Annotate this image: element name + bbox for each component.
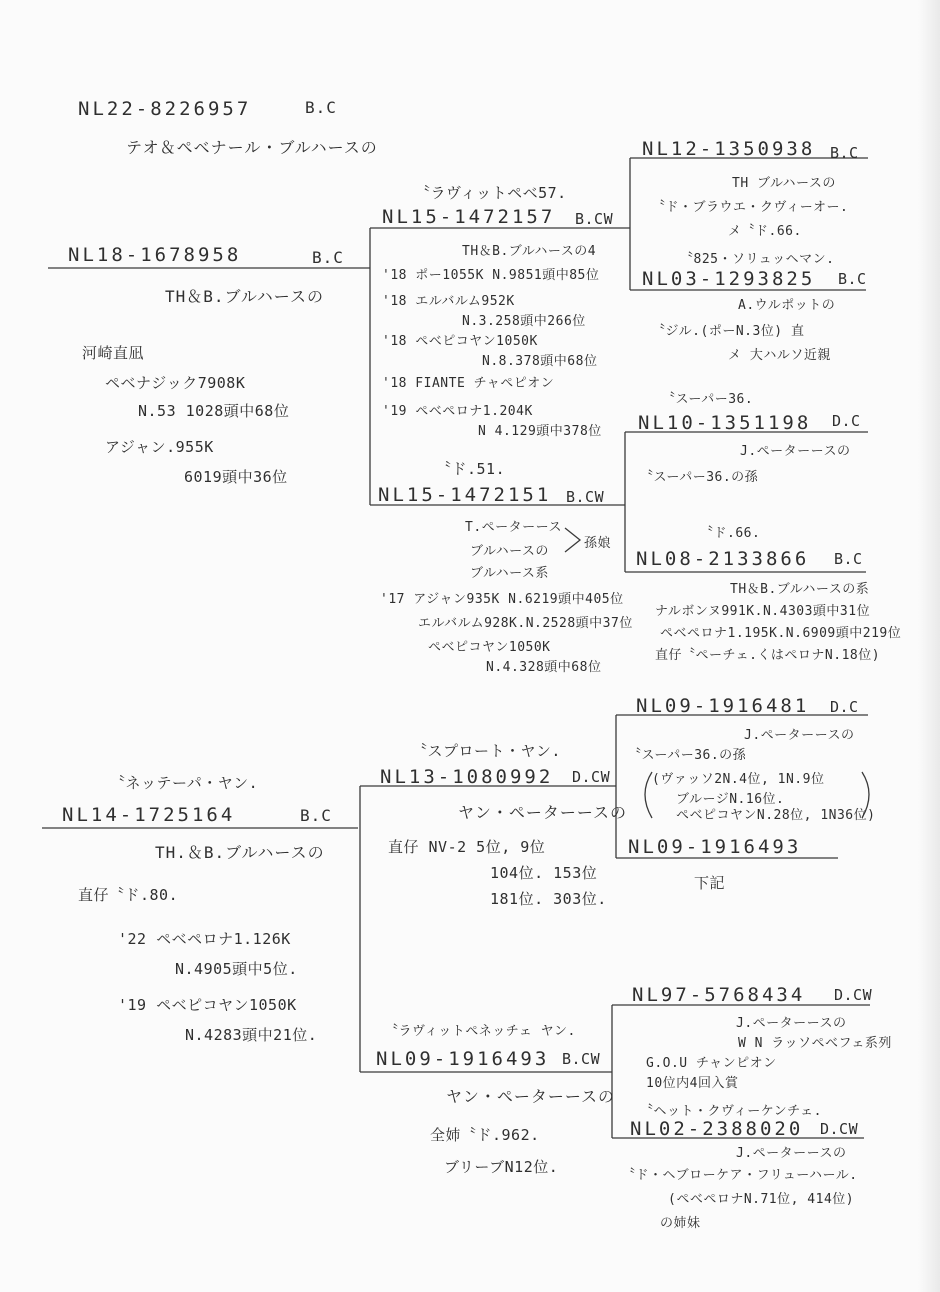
bottom-sire-sex: D.CW xyxy=(572,768,611,786)
bottom-dam-registration: NL09-1916493 xyxy=(376,1048,550,1070)
root-registration: NL22-8226957 xyxy=(78,98,252,120)
top-dam-bracket xyxy=(565,528,580,552)
bottom-sd-registration: NL09-1916493 xyxy=(628,836,802,858)
root-sex: B.C xyxy=(305,98,337,117)
bottom-dd-note: の姉妹 xyxy=(660,1216,701,1231)
top-dam-nickname: 〝ド.51. xyxy=(436,460,506,478)
bottom-ss-note: ブルージN.16位. xyxy=(676,792,785,807)
top-sd-sex: B.C xyxy=(838,270,867,288)
bottom-ds-sex: D.CW xyxy=(834,986,873,1004)
top-sire-note: N.8.378頭中68位 xyxy=(482,354,598,369)
top-dam-name3: ブルハース系 xyxy=(470,566,549,581)
top-dd-registration: NL08-2133866 xyxy=(636,548,810,570)
bottom-dd-note: 〝ド・ヘブローケア・フリューハール. xyxy=(622,1168,858,1183)
top-subject-registration: NL18-1678958 xyxy=(68,244,242,266)
bottom-ds-note: 10位内4回入賞 xyxy=(646,1076,739,1091)
top-dd-name: TH＆B.ブルハースの系 xyxy=(730,582,870,597)
bottom-dam-note: 全姉〝ド.962. xyxy=(430,1126,540,1144)
top-dd-nickname: 〝ド.66. xyxy=(700,526,761,541)
bottom-ds-registration: NL97-5768434 xyxy=(632,984,806,1006)
bottom-subject-sex: B.C xyxy=(300,806,332,825)
top-dd-sex: B.C xyxy=(834,550,863,568)
top-dam-note: エルバルム928K.N.2528頭中37位 xyxy=(418,616,633,631)
bottom-dd-nickname: 〝ヘット・クヴィーケンチェ. xyxy=(640,1104,823,1119)
bottom-ss-note: (ヴァッソ2N.4位, 1N.9位 xyxy=(652,772,825,787)
top-sd-note: メ 大ハルソ近親 xyxy=(728,348,831,363)
bottom-subject-note: N.4905頭中5位. xyxy=(175,960,298,978)
top-sire-name: TH＆B.ブルハースの4 xyxy=(462,244,597,259)
top-subject-note: 6019頭中36位 xyxy=(184,468,288,486)
top-sd-registration: NL03-1293825 xyxy=(642,268,816,290)
top-ds-nickname: 〝スーパー36. xyxy=(662,392,754,407)
bottom-sire-note: 181位. 303位. xyxy=(490,890,607,908)
top-sire-note: '18 エルバルム952K xyxy=(382,294,515,309)
bottom-subject-note: '22 ペベペロナ1.126K xyxy=(118,930,291,948)
bottom-sire-note: 直仔 NV-2 5位, 9位 xyxy=(388,838,546,856)
bottom-sire-note: 104位. 153位 xyxy=(490,864,598,882)
top-ds-name: J.ペーターースの xyxy=(740,444,851,459)
top-sire-registration: NL15-1472157 xyxy=(382,206,556,228)
top-dam-name: T.ペーターース xyxy=(465,520,563,535)
top-dam-sex: B.CW xyxy=(566,488,605,506)
bottom-dd-sex: D.CW xyxy=(820,1120,859,1138)
bottom-ss-registration: NL09-1916481 xyxy=(636,695,810,717)
bottom-sire-name: ヤン・ペーターースの xyxy=(458,803,628,822)
bottom-sire-registration: NL13-1080992 xyxy=(380,766,554,788)
top-sire-note: '19 ペベペロナ1.204K xyxy=(382,404,533,419)
root-name: テオ＆ペベナール・ブルハースの xyxy=(126,138,378,157)
top-subject-note: アジャン.955K xyxy=(105,438,214,456)
bottom-ss-paren-left xyxy=(645,772,652,818)
top-ds-note: 〝スーパー36.の孫 xyxy=(640,470,759,485)
top-sd-nickname: 〝825・ソリュッヘマン. xyxy=(680,252,835,267)
top-dam-registration: NL15-1472151 xyxy=(378,484,552,506)
bottom-ds-name: J.ペーターースの xyxy=(736,1016,847,1031)
bottom-ds-note: W N ラッソペベフェ系列 xyxy=(738,1036,892,1051)
bottom-ss-note: ペベピコヤンN.28位, 1N36位) xyxy=(676,808,876,823)
bottom-ds-note: G.O.U チャンピオン xyxy=(646,1056,777,1071)
top-dam-bracket-note: 孫娘 xyxy=(584,536,612,551)
top-dd-note: ナルボンヌ991K.N.4303頭中31位 xyxy=(655,604,871,619)
top-sire-sex: B.CW xyxy=(575,210,614,228)
top-sd-name: A.ウルポットの xyxy=(738,298,836,313)
bottom-subject-nickname: 〝ネッテーパ・ヤン. xyxy=(110,774,259,792)
bottom-ss-note: 〝スーパー36.の孫 xyxy=(628,748,747,763)
bottom-sd-note: 下記 xyxy=(694,874,726,892)
top-ds-registration: NL10-1351198 xyxy=(638,412,812,434)
top-ds-sex: D.C xyxy=(832,412,861,430)
top-dam-note: '17 アジャン935K N.6219頭中405位 xyxy=(380,592,624,607)
top-dam-note: ペベピコヤン1050K xyxy=(428,640,551,655)
top-subject-note: N.53 1028頭中68位 xyxy=(138,402,290,420)
top-ss-sex: B.C xyxy=(830,144,859,162)
bottom-dam-nickname: 〝ラヴィットペネッチェ ヤン. xyxy=(385,1024,576,1039)
top-dd-note: 直仔〝ペーチェ.くはペロナN.18位) xyxy=(655,648,881,663)
top-dd-note: ペベペロナ1.195K.N.6909頭中219位 xyxy=(660,626,902,641)
bottom-dam-note: ブリーブN12位. xyxy=(444,1158,559,1176)
bottom-subject-note: '19 ペベピコヤン1050K xyxy=(118,996,297,1014)
top-sire-note: '18 ポー1055K N.9851頭中85位 xyxy=(382,268,600,283)
bottom-dd-note: (ペベペロナN.71位, 414位) xyxy=(668,1192,855,1207)
bottom-subject-name: TH.＆B.ブルハースの xyxy=(155,843,325,862)
top-ss-note: メ〝ド.66. xyxy=(728,224,802,239)
bottom-dam-name: ヤン・ペーターースの xyxy=(446,1087,616,1106)
top-ss-registration: NL12-1350938 xyxy=(642,138,816,160)
top-sire-note: '18 ペベピコヤン1050K xyxy=(382,334,538,349)
bottom-dd-registration: NL02-2388020 xyxy=(630,1118,804,1140)
top-subject-name: TH＆B.ブルハースの xyxy=(165,287,324,306)
top-sire-note: '18 FIANTE チャペピオン xyxy=(382,376,555,391)
top-sd-note: 〝ジル.(ポーN.3位) 直 xyxy=(652,324,805,339)
top-dam-note: N.4.328頭中68位 xyxy=(486,660,602,675)
bottom-subject-note: 直仔〝ド.80. xyxy=(78,886,179,904)
top-sire-note: N 4.129頭中378位 xyxy=(478,424,602,439)
top-ss-note: 〝ド・ブラウエ・クヴィーオー. xyxy=(652,200,849,215)
top-sire-note: N.3.258頭中266位 xyxy=(462,314,586,329)
bottom-sire-nickname: 〝スプロート・ヤン. xyxy=(412,742,561,760)
bottom-dam-sex: B.CW xyxy=(562,1050,601,1068)
top-ss-name: TH ブルハースの xyxy=(732,176,836,191)
top-subject-sex: B.C xyxy=(312,248,344,267)
bottom-ss-sex: D.C xyxy=(830,698,859,716)
top-subject-note: ペベナジック7908K xyxy=(105,374,246,392)
top-subject-note: 河崎直凪 xyxy=(82,344,145,362)
bottom-dd-name: J.ペーターースの xyxy=(736,1146,847,1161)
top-sire-nickname: 〝ラヴィットペベ57. xyxy=(415,184,567,202)
bottom-ss-name: J.ペーターースの xyxy=(744,728,855,743)
bottom-subject-note: N.4283頭中21位. xyxy=(185,1026,318,1044)
bottom-subject-registration: NL14-1725164 xyxy=(62,804,236,826)
top-dam-name2: ブルハースの xyxy=(470,544,549,559)
